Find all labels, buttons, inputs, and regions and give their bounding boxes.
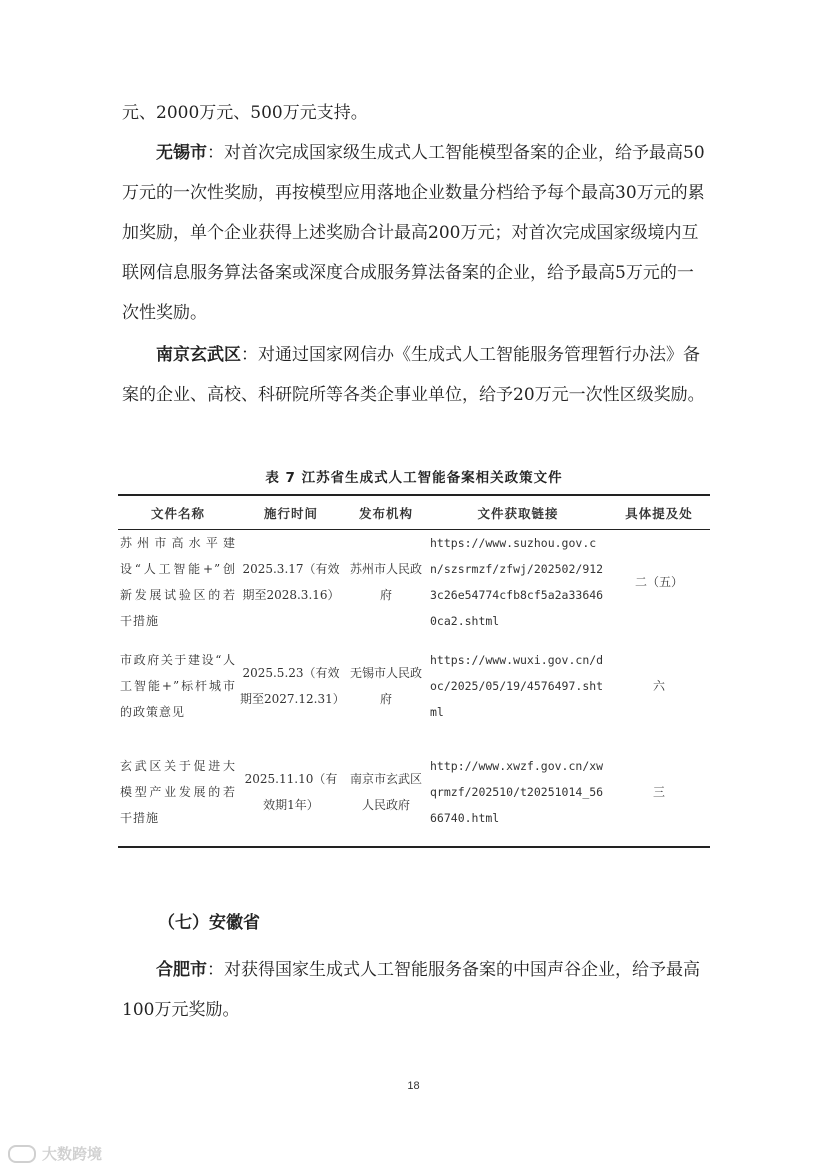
- table-header-row: [118, 495, 710, 530]
- xuanwu-text: ：对通过国家网信办《生成式人工智能服务管理暂行办法》备案的企业、高校、科研院所等各类企事业单位，给予20万元一次性区级奖励。: [122, 345, 705, 405]
- link-cell[interactable]: https://www.suzhou.gov.cn/szsrmzf/zfwj/202502/9123c26e54774cfb8cf5a2a336460ca2.shtml: [430, 536, 604, 628]
- watermark-logo-icon: [8, 1145, 36, 1163]
- reference-cell: 二（五）: [634, 575, 683, 589]
- issuer-cell: 无锡市人民政府: [349, 666, 422, 706]
- issuer-cell: 南京市玄武区人民政府: [344, 738, 428, 847]
- paragraph-hefei: [122, 950, 710, 1030]
- paragraph-xuanwu: [122, 335, 710, 415]
- effective-date-cell: 2025.3.17（有效期至2028.3.16）: [242, 562, 340, 602]
- header-file-name: 文件名称: [118, 495, 238, 530]
- table-row: [118, 738, 710, 847]
- hefei-text: ：对获得国家生成式人工智能服务备案的中国声谷企业，给予最高100万元奖励。: [122, 960, 700, 1020]
- effective-date-cell: 2025.5.23（有效期至2027.12.31）: [240, 666, 345, 706]
- table-row: [118, 530, 710, 635]
- header-issuer: 发布机构: [344, 495, 428, 530]
- link-cell[interactable]: https://www.wuxi.gov.cn/doc/2025/05/19/4576497.shtml: [430, 653, 604, 719]
- wuxi-text: ：对首次完成国家级生成式人工智能模型备案的企业，给予最高50万元的一次性奖励，再按模型应用落地企业数量分档给予每个最高30万元的累加奖励，单个企业获得上述奖励合计最高200万元；对首次完成国家级境内互联网信息服务算法备案或深度合成服务算法备案的企业，给予最高5万元的一次性奖励。: [122, 143, 705, 323]
- file-name-cell: 玄武区关于促进大模型产业发展的若干措施: [118, 738, 238, 847]
- wuxi-lead: 无锡市: [156, 143, 207, 163]
- paragraph-continuation: 元、2000万元、500万元支持。: [122, 103, 368, 123]
- paragraph-wuxi: [122, 133, 710, 333]
- hefei-lead: 合肥市: [156, 960, 207, 980]
- header-effective-date: 施行时间: [238, 495, 344, 530]
- reference-cell: 六: [652, 679, 665, 693]
- table-row: [118, 634, 710, 738]
- effective-date-cell: 2025.11.10（有效期1年）: [238, 738, 344, 847]
- policy-table: [118, 494, 710, 848]
- xuanwu-lead: 南京玄武区: [156, 345, 241, 365]
- issuer-cell: 苏州市人民政府: [349, 562, 422, 602]
- reference-cell: 三: [608, 738, 710, 847]
- link-cell[interactable]: http://www.xwzf.gov.cn/xwqrmzf/202510/t20251014_5666740.html: [428, 738, 608, 847]
- header-reference: 具体提及处: [608, 495, 710, 530]
- watermark: [8, 1143, 102, 1164]
- file-name-cell: 市政府关于建设“人工智能+”标杆城市的政策意见: [120, 653, 236, 719]
- header-link: 文件获取链接: [428, 495, 608, 530]
- section-heading-anhui: （七）安徽省: [158, 913, 260, 933]
- table-caption: 表 7 江苏省生成式人工智能备案相关政策文件: [265, 470, 563, 486]
- watermark-text: 大数跨境: [42, 1145, 103, 1163]
- file-name-cell: 苏州市高水平建设“人工智能+”创新发展试验区的若干措施: [120, 536, 236, 628]
- page-number: 18: [407, 1080, 420, 1092]
